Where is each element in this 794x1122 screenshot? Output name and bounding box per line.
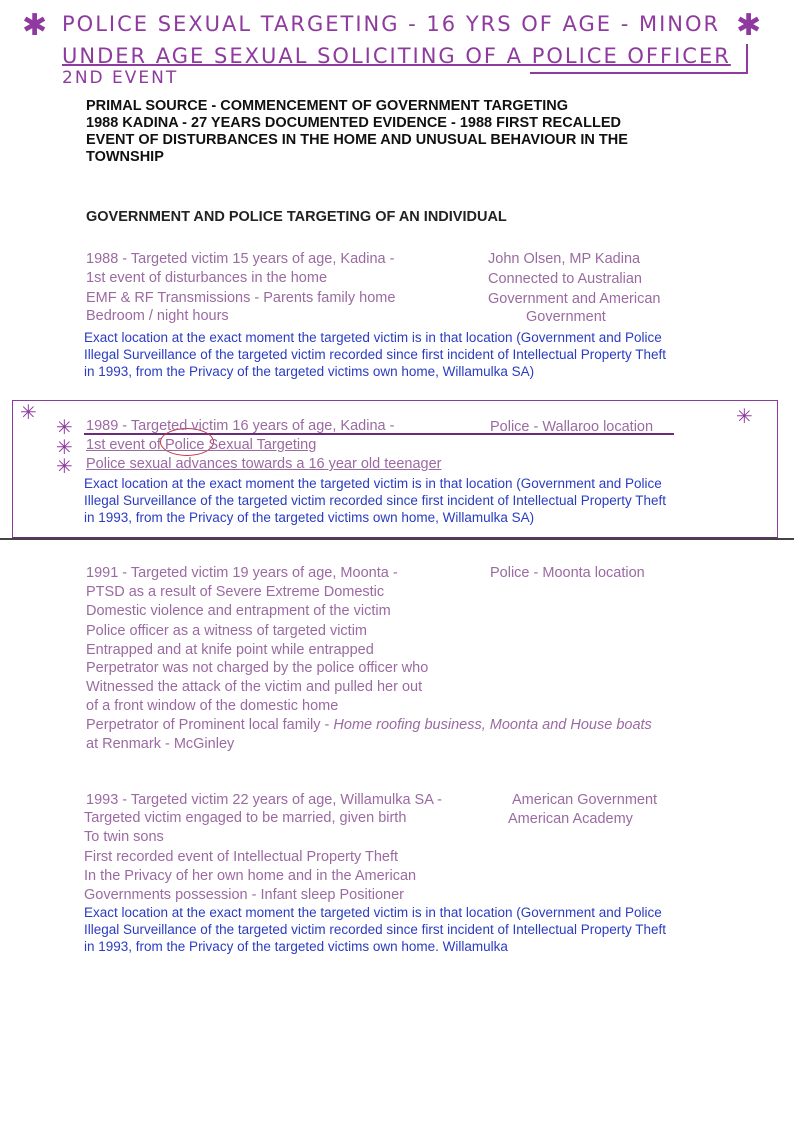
event-1991-line: at Renmark - McGinley — [86, 736, 235, 752]
event-1993-surveillance: Exact location at the exact moment the targeted victim is in that location (Government and Police Illegal Surveillance of the targeted victim recorded since first incident of Intellectual Property Theft in 1993, from the Privacy of the targeted victims own home. Willamulka — [84, 905, 667, 954]
asterisk-mark: ✳ — [56, 415, 73, 439]
event-1993-source: American Academy — [508, 811, 633, 827]
event-1991-perpetrator — [86, 716, 652, 735]
event-1993-source: American Government — [512, 792, 658, 808]
event-1993-line: To twin sons — [84, 829, 164, 845]
asterisk-mark: ✳ — [20, 400, 37, 424]
event-1993-line: Governments possession - Infant sleep Positioner — [84, 887, 404, 903]
event-1988-line: 1st event of disturbances in the home — [86, 270, 328, 286]
document-heading: PRIMAL SOURCE - COMMENCEMENT OF GOVERNMENT TARGETING 1988 KADINA - 27 YEARS DOCUMENTED EVIDENCE - 1988 FIRST RECALLED EVENT OF DISTURBANCES IN THE HOME AND UNUSUAL BEHAVIOUR IN THE TOWNSHIP — [86, 98, 628, 165]
asterisk-mark: ✱ — [736, 8, 762, 43]
handwritten-title: POLICE SEXUAL TARGETING - 16 YRS OF AGE - MINOR — [62, 12, 721, 36]
event-1991-line: of a front window of the domestic home — [86, 698, 339, 714]
perpetrator-label: Perpetrator of Prominent local family - — [86, 717, 334, 733]
event-1988-source: Government and American — [488, 291, 661, 307]
event-1991-line: Perpetrator was not charged by the police officer who — [86, 660, 429, 676]
event-1989-source: Police - Wallaroo location — [490, 419, 654, 435]
section-divider — [0, 538, 794, 540]
event-1991-line: Witnessed the attack of the victim and pulled her out — [86, 679, 423, 695]
event-1989-line: Police sexual advances towards a 16 year old teenager — [86, 456, 442, 472]
event-1988-line: 1988 - Targeted victim 15 years of age, Kadina - — [86, 251, 395, 267]
asterisk-mark: ✱ — [22, 8, 48, 43]
event-1993-line: Targeted victim engaged to be married, given birth — [84, 810, 407, 826]
event-1993-line: First recorded event of Intellectual Property Theft — [84, 849, 399, 865]
asterisk-mark: ✳ — [56, 435, 73, 459]
asterisk-mark: ✳ — [736, 404, 753, 428]
event-1991-source: Police - Moonta location — [490, 565, 645, 581]
event-1988-line: Bedroom / night hours — [86, 308, 229, 324]
event-1988-surveillance: Exact location at the exact moment the targeted victim is in that location (Government and Police Illegal Surveillance of the targeted victim recorded since first incident of Intellectual Property Theft in 1993, from the Privacy of the targeted victims own home, Willamulka SA) — [84, 330, 667, 379]
event-1993-line: In the Privacy of her own home and in the American — [84, 868, 417, 884]
event-1988-line: EMF & RF Transmissions - Parents family home — [86, 290, 396, 306]
handwritten-box — [530, 44, 748, 74]
perpetrator-business: Home roofing business, Moonta and House boats — [333, 717, 652, 733]
event-1989-surveillance: Exact location at the exact moment the targeted victim is in that location (Government and Police Illegal Surveillance of the targeted victim recorded since first incident of Intellectual Property Theft in 1993, from the Privacy of the targeted victims own home, Willamulka SA) — [84, 476, 667, 525]
event-1991-line: Entrapped and at knife point while entrapped — [86, 642, 374, 658]
event-1991-line: Police officer as a witness of targeted victim — [86, 623, 367, 639]
event-1991-line: PTSD as a result of Severe Extreme Domestic — [86, 584, 385, 600]
event-1993-line: 1993 - Targeted victim 22 years of age, Willamulka SA - — [86, 792, 442, 808]
event-1991-line: 1991 - Targeted victim 19 years of age, Moonta - — [86, 565, 398, 581]
event-1988-source: Government — [526, 309, 606, 325]
section-title: GOVERNMENT AND POLICE TARGETING OF AN INDIVIDUAL — [86, 209, 507, 225]
handwritten-subtitle: UNDER AGE SEXUAL SOLICITING OF A POLICE OFFICER — [62, 44, 731, 68]
event-1991-line: Domestic violence and entrapment of the victim — [86, 603, 391, 619]
event-1988-source: Connected to Australian — [488, 271, 642, 287]
event-1988-source: John Olsen, MP Kadina — [488, 251, 641, 267]
asterisk-mark: ✳ — [56, 454, 73, 478]
event-1989-line: 1989 - Targeted victim 16 years of age, Kadina - — [86, 418, 395, 434]
event-1989-line: 1st event of Police Sexual Targeting — [86, 437, 317, 453]
handwritten-event-note: 2ND EVENT — [62, 68, 179, 88]
